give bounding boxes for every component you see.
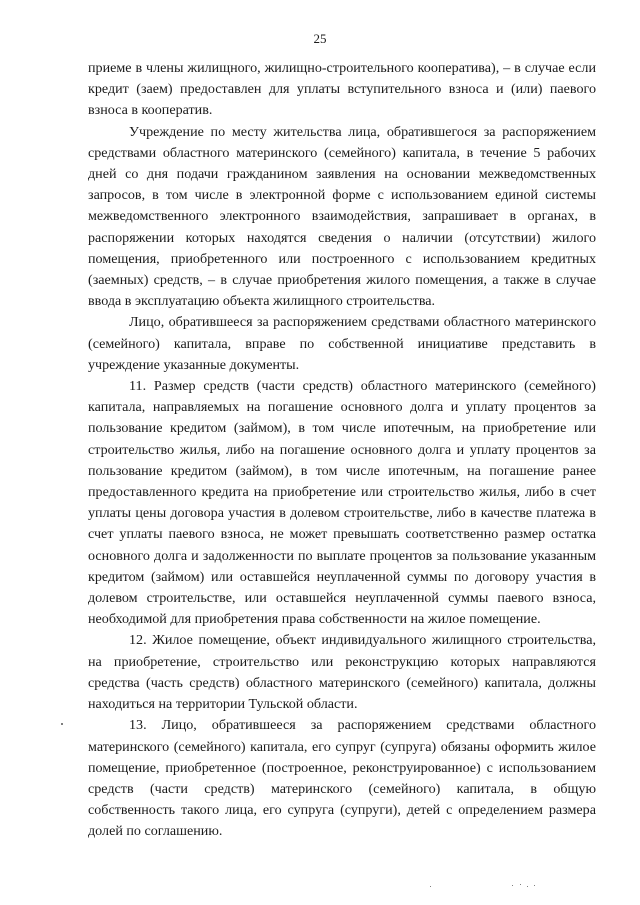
- paragraph-item-13: 13. Лицо, обратившееся за распоряжением средствами областного материнского (семейного) капитала, его супруг (супруга) обязаны оформить жилое помещение, приобретенное (построенное, реконструированное) с использованием средств (части средств) материнского (семейного) капитала, в общую собственность такого лица, его супруга (супруги), детей с определением размера долей по соглашению.: [88, 717, 596, 840]
- scan-speck: [527, 886, 528, 887]
- scan-speck: [534, 885, 535, 886]
- paragraph-own-initiative: Лицо, обратившееся за распоряжением средствами областного материнского (семейного) капитала, вправе по собственной инициативе представить в учреждение указанные документы.: [88, 314, 596, 373]
- paragraph-continuation: приеме в члены жилищного, жилищно-строительного кооператива), – в случае если кредит (заем) предоставлен для уплаты вступительного взноса и (или) паевого взноса в кооператив.: [88, 60, 596, 119]
- paragraph-institution-request: Учреждение по месту жительства лица, обратившегося за распоряжением средствами областного материнского (семейного) капитала, в течение 5 рабочих дней со дня подачи гражданином заявления на основании межведомственных запросов, в том числе в электронной форме с использованием единой системы межведомственного электронного взаимодействия, запрашивает в органах, в распоряжении которых находятся сведения о наличии (отсутствии) жилого помещения, приобретенного или построенного с использованием кредитных (заемных) средств, – в случае приобретения жилого помещения, а также в случае ввода в эксплуатацию объекта жилищного строительства.: [88, 123, 596, 310]
- document-body: [88, 58, 596, 843]
- scan-speck: [61, 723, 63, 725]
- scan-speck: [430, 886, 431, 887]
- scan-speck: [520, 884, 521, 885]
- scan-speck: [512, 885, 513, 886]
- paragraph-item-12: 12. Жилое помещение, объект индивидуального жилищного строительства, на приобретение, строительство или реконструкцию которых направляются средства (часть средств) областного материнского (семейного) капитала, должны находиться на территории Тульской области.: [88, 632, 596, 713]
- page-number: 25: [313, 31, 327, 46]
- paragraph-item-11: 11. Размер средств (части средств) областного материнского (семейного) капитала, направляемых на погашение основного долга и уплату процентов за пользование кредитом (займом), в том числе ипотечным, на приобретение или строительство жилья, либо на погашение основного долга и уплату процентов за пользование кредитом (займом), в том числе ипотечным, на погашение ранее предоставленного кредита на приобретение или строительство жилья, либо в счет уплаты цены договора участия в долевом строительстве, либо в качестве платежа в счет уплаты паевого взноса, не может превышать соответственно размер остатка основного долга и задолженности по выплате процентов за пользование указанным кредитом (займом) или оставшейся неуплаченной суммы по договору участия в долевом строительстве, или оставшейся неуплаченной суммы паевого взноса, необходимой для приобретения права собственности на жилое помещение.: [88, 378, 596, 628]
